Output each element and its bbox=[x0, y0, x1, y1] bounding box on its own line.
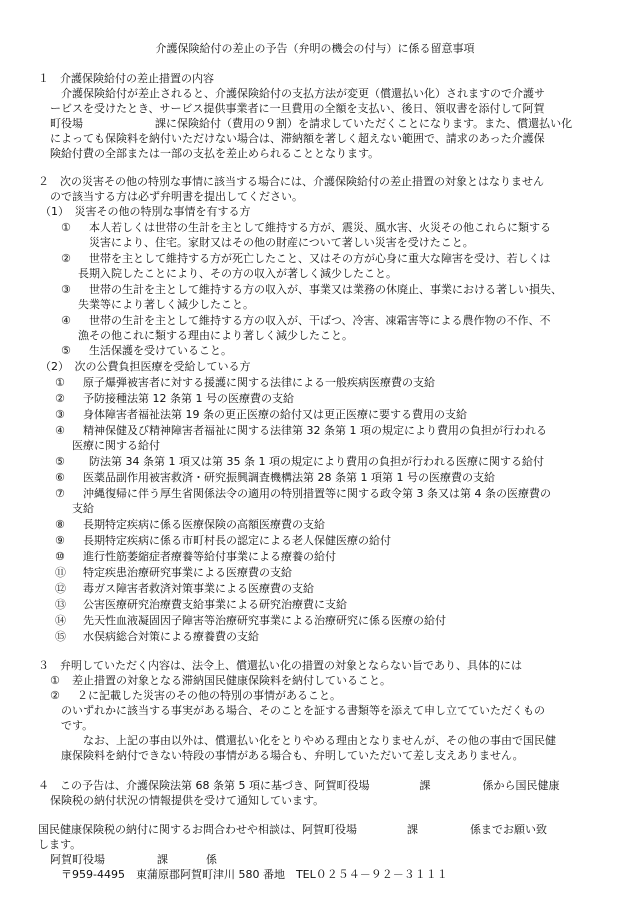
list-item: 公害医療研究治療費支給事業による研究治療費に支給 bbox=[83, 598, 347, 611]
list-item: 身体障害者福祉法第 19 条の更正医療の給付又は更正医療に要する費用の支給 bbox=[83, 408, 467, 421]
list-item: 長期入院したことにより、その方の収入が著しく減少したこと。 bbox=[78, 267, 397, 280]
list-item: 本人若しくは世帯の生計を主として維持する方が、震災、風水害、火災その他これらに類する bbox=[89, 221, 551, 234]
section-4-line: 保険税の納付状況の情報提供を受けて通知しています。 bbox=[50, 794, 325, 807]
list-number: ④ bbox=[61, 314, 71, 327]
section-1-line: 課に保険給付（費用の９割）を請求していただくことになります。また、償還払い化 bbox=[155, 117, 573, 130]
list-number: ⑫ bbox=[55, 582, 66, 595]
list-item: 防法第 34 条第 1 項又は第 35 条 1 項の規定により費用の負担が行われる医療に関する給付 bbox=[89, 455, 544, 468]
list-number: ① bbox=[61, 221, 71, 234]
list-number: ④ bbox=[55, 424, 65, 437]
list-number: ② bbox=[55, 392, 65, 405]
list-number: ⑦ bbox=[55, 487, 65, 500]
list-item: 医薬品副作用被害救済・研究振興調査機構法第 28 条第 1 項第 1 号の医療費の支給 bbox=[83, 471, 495, 484]
section-4-text: ４ この予告は、介護保険法第 68 条第 5 項に基づき、阿賀町役場 bbox=[38, 779, 370, 792]
list-item: 長期特定疾病に係る市町村長の認定による老人保健医療の給付 bbox=[83, 534, 391, 547]
contact-address: 〒959-4495 東蒲原郡阿賀町津川 580 番地 TEL０２５４－９２－３１１１ bbox=[61, 868, 448, 881]
list-item: 生活保護を受けていること。 bbox=[89, 344, 232, 357]
list-item: 先天性血液凝固因子障害等治療研究事業による治療研究に係る医療の給付 bbox=[83, 614, 446, 627]
list-item: 世帯の生計を主として維持する方の収入が、干ばつ、冷害、凍霜害等による農作物の不作、不 bbox=[89, 314, 551, 327]
list-number: ⑪ bbox=[55, 566, 66, 579]
list-number: ⑮ bbox=[55, 630, 66, 643]
list-number: ③ bbox=[55, 408, 65, 421]
contact-line bbox=[38, 823, 547, 838]
list-item: 支給 bbox=[72, 502, 94, 515]
list-number: ⑩ bbox=[55, 550, 65, 563]
list-item: 原子爆弾被害者に対する援護に関する法律による一般疾病医療費の支給 bbox=[83, 376, 435, 389]
list-number: ① bbox=[55, 376, 65, 389]
contact-office-ka: 課 bbox=[157, 853, 168, 866]
list-item: 進行性筋萎縮症者療養等給付事業による療養の給付 bbox=[83, 550, 336, 563]
section-3-intro: ３ 弁明していただく内容は、法令上、償還払い化の措置の対象とならない旨であり、具体的には bbox=[38, 659, 522, 672]
list-item: ２に記載した災害のその他の特別の事情があること。 bbox=[77, 689, 341, 702]
list-number: ⑬ bbox=[55, 598, 66, 611]
list-item: 世帯を主として維持する方が死亡したこと、又はその方が心身に重大な障害を受け、若しくは bbox=[89, 252, 551, 265]
section-3-line: のいずれかに該当する事実がある場合、そのことを証する書類等を添えて申し立てていただくもの bbox=[61, 704, 545, 717]
document-title: 介護保険給付の差止の予告（弁明の機会の付与）に係る留意事項 bbox=[155, 42, 475, 55]
section-3-line: です。 bbox=[61, 719, 94, 732]
list-item: 医療に関する給付 bbox=[72, 439, 160, 452]
section-4-line bbox=[38, 779, 560, 794]
section-1-line: によっても保険料を納付いただけない場合は、滞納額を著しく超えない範囲で、請求のあった介護保 bbox=[50, 132, 545, 145]
list-item: 世帯の生計を主として維持する方の収入が、事業又は業務の休廃止、事業における著しい損失、 bbox=[89, 283, 562, 296]
section-1-line: 介護保険給付が差止されると、介護保険給付の支払方法が変更（償還払い化）されますので介護サ bbox=[61, 87, 545, 100]
list-item: 失業等により著しく減少したこと。 bbox=[78, 298, 254, 311]
list-number: ⑧ bbox=[55, 518, 65, 531]
list-item: 水俣病総合対策による療養費の支給 bbox=[83, 630, 259, 643]
section-3-line: なお、上記の事由以外は、償還払い化をとりやめる理由となりませんが、その他の事由で国民健 bbox=[83, 734, 556, 747]
section-1-heading: １ 介護保険給付の差止措置の内容 bbox=[38, 72, 214, 85]
list-number: ① bbox=[50, 674, 60, 687]
list-number: ⑤ bbox=[55, 455, 65, 468]
list-item: 災害により、住宅。家財又はその他の財産について著しい災害を受けたこと。 bbox=[89, 236, 474, 249]
section-3-line: 康保険料を納付できない特段の事情がある場合も、弁明していただいて差し支えありません。 bbox=[61, 749, 524, 762]
list-number: ⑤ bbox=[61, 344, 71, 357]
section-1-line: 険給付費の全部または一部の支払を差止められることとなります。 bbox=[50, 147, 380, 160]
section-2-intro: ので該当する方は必ず弁明書を提出してください。 bbox=[50, 190, 303, 203]
section-1-office: 町役場 bbox=[50, 117, 83, 130]
contact-text-end: 係までお願い致 bbox=[470, 823, 547, 836]
section-2-sub2-heading: （2） 次の公費負担医療を受給している方 bbox=[40, 360, 251, 373]
section-4-ka: 課 bbox=[419, 779, 431, 792]
list-number: ⑨ bbox=[55, 534, 65, 547]
contact-line: します。 bbox=[38, 838, 82, 851]
list-item: 漁その他これに類する理由により著しく減少したこと。 bbox=[78, 329, 353, 342]
list-item: 沖縄復帰に伴う厚生省関係法令の適用の特別措置等に関する政令第 3 条又は第 4 条の医療費の bbox=[83, 487, 551, 500]
list-item: 差止措置の対象となる滞納国民健康保険料を納付していること。 bbox=[72, 674, 391, 687]
list-item: 予防接種法第 12 条第 1 号の医療費の支給 bbox=[83, 392, 294, 405]
list-item: 長期特定疾病に係る医療保険の高額医療費の支給 bbox=[83, 518, 325, 531]
list-number: ② bbox=[61, 252, 71, 265]
contact-text: 国民健康保険税の納付に関するお問合わせや相談は、阿賀町役場 bbox=[38, 823, 357, 836]
section-2-intro: ２ 次の災害その他の特別な事情に該当する場合には、介護保険給付の差止措置の対象とはなりません bbox=[38, 175, 544, 188]
contact-office bbox=[50, 853, 217, 868]
list-item: 毒ガス障害者救済対策事業による医療費の支給 bbox=[83, 582, 314, 595]
list-number: ③ bbox=[61, 283, 71, 296]
contact-ka: 課 bbox=[407, 823, 418, 836]
section-1-line: ービスを受けたとき、サービス提供事業者に一旦費用の全額を支払い、後日、領収書を添付して阿賀 bbox=[50, 102, 545, 115]
contact-office-name: 阿賀町役場 bbox=[50, 853, 105, 866]
list-item: 精神保健及び精神障害者福祉に関する法律第 32 条第 1 項の規定により費用の負担が行われる bbox=[83, 424, 547, 437]
list-item: 特定疾患治療研究事業による医療費の支給 bbox=[83, 566, 292, 579]
list-number: ② bbox=[50, 689, 60, 702]
contact-office-kakari: 係 bbox=[206, 853, 217, 866]
list-number: ⑭ bbox=[55, 614, 66, 627]
section-4-text-end: 係から国民健康 bbox=[482, 779, 560, 792]
section-2-sub1-heading: （1） 災害その他の特別な事情を有する方 bbox=[40, 205, 251, 218]
list-number: ⑥ bbox=[55, 471, 65, 484]
